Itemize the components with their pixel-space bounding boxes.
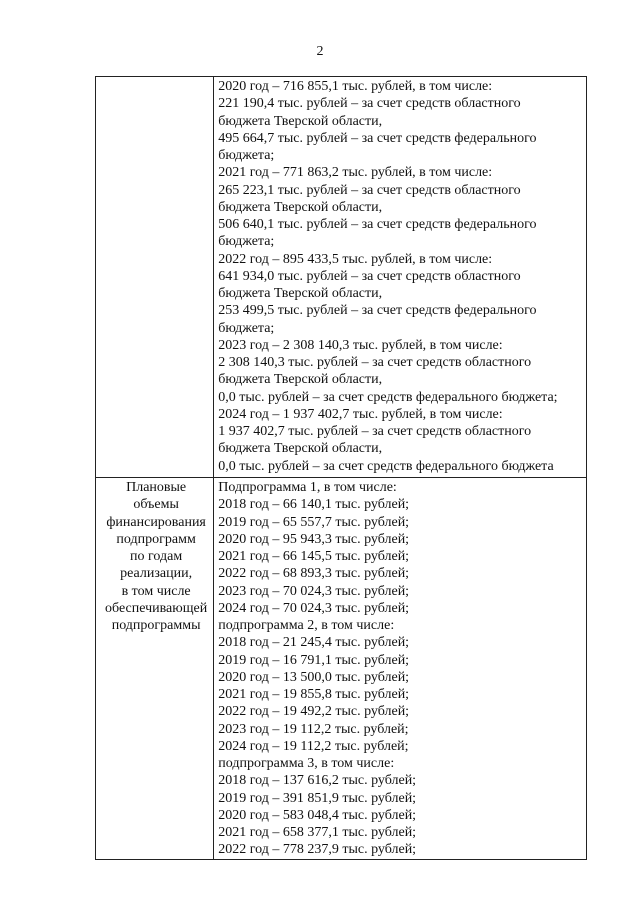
text-line: 2019 год – 16 791,1 тыс. рублей;: [218, 652, 410, 668]
text-line: бюджета;: [218, 148, 275, 163]
text-line: бюджета Тверской области,: [218, 372, 383, 388]
row-content-cell: [214, 77, 587, 478]
label-line: подпрограммы: [111, 618, 201, 633]
text-line: бюджета Тверской области,: [218, 199, 383, 215]
table-row: [96, 77, 587, 478]
page-number: 2: [316, 44, 324, 59]
text-line: 2018 год – 66 140,1 тыс. рублей;: [218, 497, 410, 513]
label-line: по годам: [130, 549, 183, 564]
text-line: 2024 год – 70 024,3 тыс. рублей;: [218, 600, 410, 616]
budget-table: [95, 76, 587, 860]
label-line: финансирования: [106, 514, 206, 530]
label-line: реализации,: [120, 566, 193, 582]
text-line: 1 937 402,7 тыс. рублей – за счет средств областного: [218, 424, 532, 439]
text-line: 0,0 тыс. рублей – за счет средств федерального бюджета;: [218, 389, 558, 405]
text-line: 2020 год – 95 943,3 тыс. рублей;: [218, 531, 410, 547]
text-line: 506 640,1 тыс. рублей – за счет средств федерального: [218, 217, 537, 232]
text-line: 2020 год – 583 048,4 тыс. рублей;: [218, 807, 417, 823]
row-label-cell: [96, 77, 214, 478]
text-line: бюджета Тверской области,: [218, 441, 383, 457]
text-line: 2019 год – 391 851,9 тыс. рублей;: [218, 790, 417, 806]
text-line: Подпрограмма 1, в том числе:: [218, 480, 397, 495]
row-content-cell: [214, 478, 587, 860]
text-line: 2023 год – 2 308 140,3 тыс. рублей, в том числе:: [218, 337, 503, 353]
text-line: бюджета Тверской области,: [218, 286, 383, 301]
text-line: 2022 год – 778 237,9 тыс. рублей;: [218, 842, 417, 858]
text-line: бюджета;: [218, 320, 275, 336]
text-line: 2023 год – 70 024,3 тыс. рублей;: [218, 583, 410, 599]
text-line: подпрограмма 2, в том числе:: [218, 618, 395, 633]
table-row: [96, 478, 587, 860]
text-line: 2018 год – 21 245,4 тыс. рублей;: [218, 635, 410, 651]
text-line: 2024 год – 19 112,2 тыс. рублей;: [218, 738, 409, 754]
label-line: Плановые: [126, 480, 187, 495]
text-line: 495 664,7 тыс. рублей – за счет средств федерального: [218, 130, 537, 146]
text-line: подпрограмма 3, в том числе:: [218, 756, 395, 771]
text-line: 2 308 140,3 тыс. рублей – за счет средств областного: [218, 355, 532, 370]
text-line: 2020 год – 716 855,1 тыс. рублей, в том числе:: [218, 79, 493, 94]
text-line: бюджета;: [218, 234, 275, 250]
text-line: 2022 год – 19 492,2 тыс. рублей;: [218, 704, 410, 720]
text-line: 2021 год – 66 145,5 тыс. рублей;: [218, 549, 410, 564]
text-line: 221 190,4 тыс. рублей – за счет средств областного: [218, 96, 521, 112]
text-line: 0,0 тыс. рублей – за счет средств федерального бюджета: [218, 458, 554, 474]
row-label-cell: [96, 478, 214, 860]
text-line: 2020 год – 13 500,0 тыс. рублей;: [218, 669, 410, 685]
text-line: 2021 год – 771 863,2 тыс. рублей, в том числе:: [218, 165, 493, 181]
label-line: обеспечивающей: [105, 600, 208, 616]
label-line: в том числе: [121, 583, 191, 599]
text-line: 253 499,5 тыс. рублей – за счет средств федерального: [218, 303, 537, 319]
text-line: 2021 год – 658 377,1 тыс. рублей;: [218, 825, 417, 840]
text-line: 2024 год – 1 937 402,7 тыс. рублей, в том числе:: [218, 406, 503, 422]
text-line: 2022 год – 895 433,5 тыс. рублей, в том числе:: [218, 251, 493, 267]
label-line: подпрограмм: [116, 531, 196, 547]
text-line: 2021 год – 19 855,8 тыс. рублей;: [218, 687, 410, 702]
text-line: 2018 год – 137 616,2 тыс. рублей;: [218, 773, 417, 789]
label-line: объемы: [133, 497, 179, 513]
text-line: 2019 год – 65 557,7 тыс. рублей;: [218, 514, 410, 530]
text-line: 2023 год – 19 112,2 тыс. рублей;: [218, 721, 409, 737]
text-line: 641 934,0 тыс. рублей – за счет средств областного: [218, 268, 521, 284]
text-line: 265 223,1 тыс. рублей – за счет средств областного: [218, 182, 521, 198]
text-line: 2022 год – 68 893,3 тыс. рублей;: [218, 566, 410, 582]
text-line: бюджета Тверской области,: [218, 113, 383, 129]
